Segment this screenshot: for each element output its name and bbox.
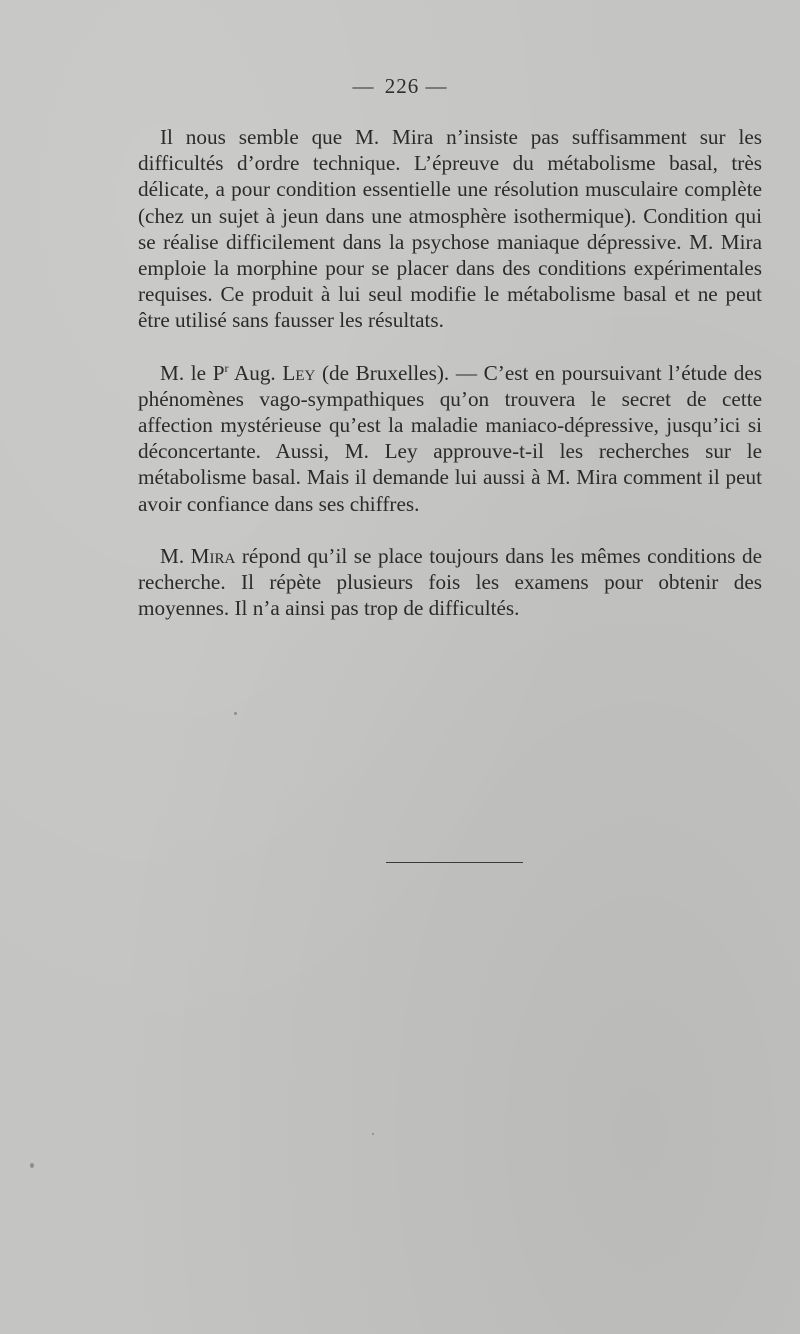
page-number-dash-right: — <box>425 74 448 98</box>
paragraph-critique: Il nous semble que M. Mira n’insiste pas suffisamment sur les difficultés d’ordre technique. L’épreuve du métabolisme basal, très délicate, a pour condition essentielle une résolution musculaire complète (chez un sujet à jeun dans une atmosphère isothermique). Condition qui se réalise difficilement dans la psychose maniaque dépressive. M. Mira emploie la morphine pour se placer dans des conditions expérimentales requises. Ce produit à lui seul modifie le métabolisme basal et ne peut être utilisé sans fausser les résultats. <box>138 125 762 333</box>
speaker-ley-place: (de Bruxelles). — <box>315 360 484 385</box>
speaker-ley-title-sup: r <box>224 360 229 375</box>
speaker-ley-firstname: Aug. <box>228 360 283 385</box>
paper-speck <box>372 1133 374 1135</box>
ley-statement: C’est en poursuivant l’étude des phénomènes vago-sympathiques qu’on trouvera le secret de cette affection mystérieuse qu’est la maladie maniaco-dépressive, jusqu’ici si déconcertante. Aussi, M. Ley approuve-t-il les recherches sur le métabolisme basal. Mais il demande lui aussi à M. Mira comment il peut avoir confiance dans ses chiffres. <box>138 360 762 516</box>
page-number <box>0 74 800 99</box>
mira-statement: répond qu’il se place toujours dans les mêmes conditions de recherche. Il répète plusieurs fois les examens pour obtenir des moyennes. Il n’a ainsi pas trop de difficultés. <box>138 543 762 621</box>
speaker-mira-name: Mira <box>190 543 236 568</box>
speaker-ley-name: Ley <box>282 360 316 385</box>
paper-speck <box>30 1163 34 1168</box>
speaker-mira-title: M. <box>160 543 191 568</box>
paragraph-mira-reply <box>138 543 762 622</box>
paper-speck <box>234 712 237 715</box>
speaker-ley-title: M. le P <box>160 360 225 385</box>
section-end-rule <box>386 862 523 863</box>
paragraph-ley-intervention <box>138 360 762 517</box>
body-text <box>138 124 762 621</box>
page-number-dash-left: — <box>352 74 375 98</box>
page-number-value: 226 <box>384 74 420 98</box>
